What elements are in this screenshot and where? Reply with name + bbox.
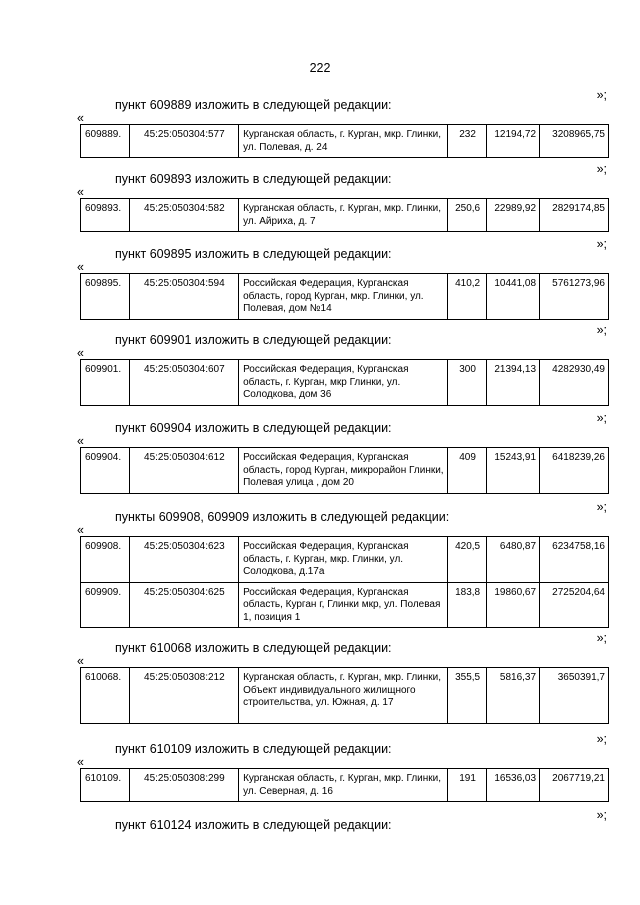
cadastral-value-cell: 3650391,7: [540, 668, 609, 724]
address-cell: Курганская область, г. Курган, мкр. Глинки, ул. Айриха, д. 7: [239, 199, 448, 232]
specific-value-cell: 21394,13: [487, 360, 540, 406]
specific-value-cell: 22989,92: [487, 199, 540, 232]
row-number-cell: 610068.: [81, 668, 130, 724]
opening-quote: «: [77, 185, 84, 199]
address-cell: Российская Федерация, Курганская область, город Курган, микрорайон Глинки, Полевая улица , дом 20: [239, 448, 448, 494]
cadastral-number-cell: 45:25:050304:623: [129, 537, 238, 583]
address-cell: Курганская область, г. Курган, мкр. Глинки, ул. Северная, д. 16: [239, 769, 448, 802]
registry-table: [80, 273, 609, 320]
row-number-cell: 609889.: [81, 125, 130, 158]
cadastral-value-cell: 2725204,64: [540, 582, 609, 628]
table-row: [81, 199, 609, 232]
opening-quote: «: [77, 346, 84, 360]
table-row: [81, 582, 609, 628]
table-row: [81, 668, 609, 724]
closing-quote: »;: [596, 162, 607, 176]
address-cell: Курганская область, г. Курган, мкр. Глинки, ул. Полевая, д. 24: [239, 125, 448, 158]
area-cell: 232: [447, 125, 487, 158]
registry-table: [80, 447, 609, 494]
amendment-instruction: пункт 609895 изложить в следующей редакции:: [115, 247, 392, 261]
cadastral-value-cell: 6234758,16: [540, 537, 609, 583]
table-row: [81, 769, 609, 802]
cadastral-number-cell: 45:25:050304:607: [129, 360, 238, 406]
closing-quote: »;: [596, 732, 607, 746]
row-number-cell: 609904.: [81, 448, 130, 494]
cadastral-value-cell: 6418239,26: [540, 448, 609, 494]
area-cell: 409: [447, 448, 487, 494]
cadastral-value-cell: 2829174,85: [540, 199, 609, 232]
cadastral-number-cell: 45:25:050304:612: [129, 448, 238, 494]
address-cell: Российская Федерация, Курганская область, Курган г, Глинки мкр, ул. Полевая 1, позиция 1: [239, 582, 448, 628]
area-cell: 355,5: [447, 668, 487, 724]
cadastral-value-cell: 3208965,75: [540, 125, 609, 158]
opening-quote: «: [77, 755, 84, 769]
specific-value-cell: 19860,67: [487, 582, 540, 628]
registry-table: [80, 124, 609, 158]
amendment-instruction: пункт 610124 изложить в следующей редакции:: [115, 818, 392, 832]
table-row: [81, 274, 609, 320]
closing-quote: »;: [596, 631, 607, 645]
row-number-cell: 610109.: [81, 769, 130, 802]
closing-quote: »;: [596, 808, 607, 822]
amendment-instruction: пункт 609889 изложить в следующей редакции:: [115, 98, 392, 112]
table-row: [81, 448, 609, 494]
cadastral-number-cell: 45:25:050308:212: [129, 668, 238, 724]
cadastral-number-cell: 45:25:050304:594: [129, 274, 238, 320]
amendment-instruction: пункты 609908, 609909 изложить в следующей редакции:: [115, 510, 450, 524]
cadastral-number-cell: 45:25:050304:625: [129, 582, 238, 628]
table-row: [81, 125, 609, 158]
table-row: [81, 360, 609, 406]
address-cell: Российская Федерация, Курганская область, г. Курган, мкр. Глинки, ул. Солодкова, д.17а: [239, 537, 448, 583]
registry-table: [80, 359, 609, 406]
registry-table: [80, 198, 609, 232]
cadastral-number-cell: 45:25:050304:582: [129, 199, 238, 232]
area-cell: 183,8: [447, 582, 487, 628]
registry-table: [80, 768, 609, 802]
specific-value-cell: 16536,03: [487, 769, 540, 802]
area-cell: 410,2: [447, 274, 487, 320]
opening-quote: «: [77, 523, 84, 537]
specific-value-cell: 6480,87: [487, 537, 540, 583]
closing-quote: »;: [596, 500, 607, 514]
specific-value-cell: 10441,08: [487, 274, 540, 320]
row-number-cell: 609908.: [81, 537, 130, 583]
registry-table: [80, 667, 609, 724]
specific-value-cell: 12194,72: [487, 125, 540, 158]
amendment-instruction: пункт 609904 изложить в следующей редакции:: [115, 421, 392, 435]
registry-table: [80, 536, 609, 628]
page-number: 222: [309, 61, 331, 75]
specific-value-cell: 5816,37: [487, 668, 540, 724]
cadastral-number-cell: 45:25:050308:299: [129, 769, 238, 802]
cadastral-value-cell: 2067719,21: [540, 769, 609, 802]
area-cell: 420,5: [447, 537, 487, 583]
opening-quote: «: [77, 111, 84, 125]
cadastral-value-cell: 5761273,96: [540, 274, 609, 320]
row-number-cell: 609901.: [81, 360, 130, 406]
cadastral-value-cell: 4282930,49: [540, 360, 609, 406]
area-cell: 250,6: [447, 199, 487, 232]
amendment-instruction: пункт 610068 изложить в следующей редакции:: [115, 641, 392, 655]
row-number-cell: 609895.: [81, 274, 130, 320]
closing-quote: »;: [596, 411, 607, 425]
opening-quote: «: [77, 434, 84, 448]
amendment-instruction: пункт 610109 изложить в следующей редакции:: [115, 742, 392, 756]
amendment-instruction: пункт 609893 изложить в следующей редакции:: [115, 172, 392, 186]
closing-quote: »;: [596, 237, 607, 251]
closing-quote: »;: [596, 88, 607, 102]
row-number-cell: 609893.: [81, 199, 130, 232]
area-cell: 191: [447, 769, 487, 802]
closing-quote: »;: [596, 323, 607, 337]
address-cell: Российская Федерация, Курганская область, город Курган, мкр. Глинки, ул. Полевая, дом №14: [239, 274, 448, 320]
row-number-cell: 609909.: [81, 582, 130, 628]
address-cell: Российская Федерация, Курганская область, г. Курган, мкр Глинки, ул. Солодкова, дом 36: [239, 360, 448, 406]
address-cell: Курганская область, г. Курган, мкр. Глинки, Объект индивидуального жилищного строительства, ул. Южная, д. 17: [239, 668, 448, 724]
opening-quote: «: [77, 654, 84, 668]
amendment-instruction: пункт 609901 изложить в следующей редакции:: [115, 333, 392, 347]
opening-quote: «: [77, 260, 84, 274]
area-cell: 300: [447, 360, 487, 406]
table-row: [81, 537, 609, 583]
specific-value-cell: 15243,91: [487, 448, 540, 494]
cadastral-number-cell: 45:25:050304:577: [129, 125, 238, 158]
